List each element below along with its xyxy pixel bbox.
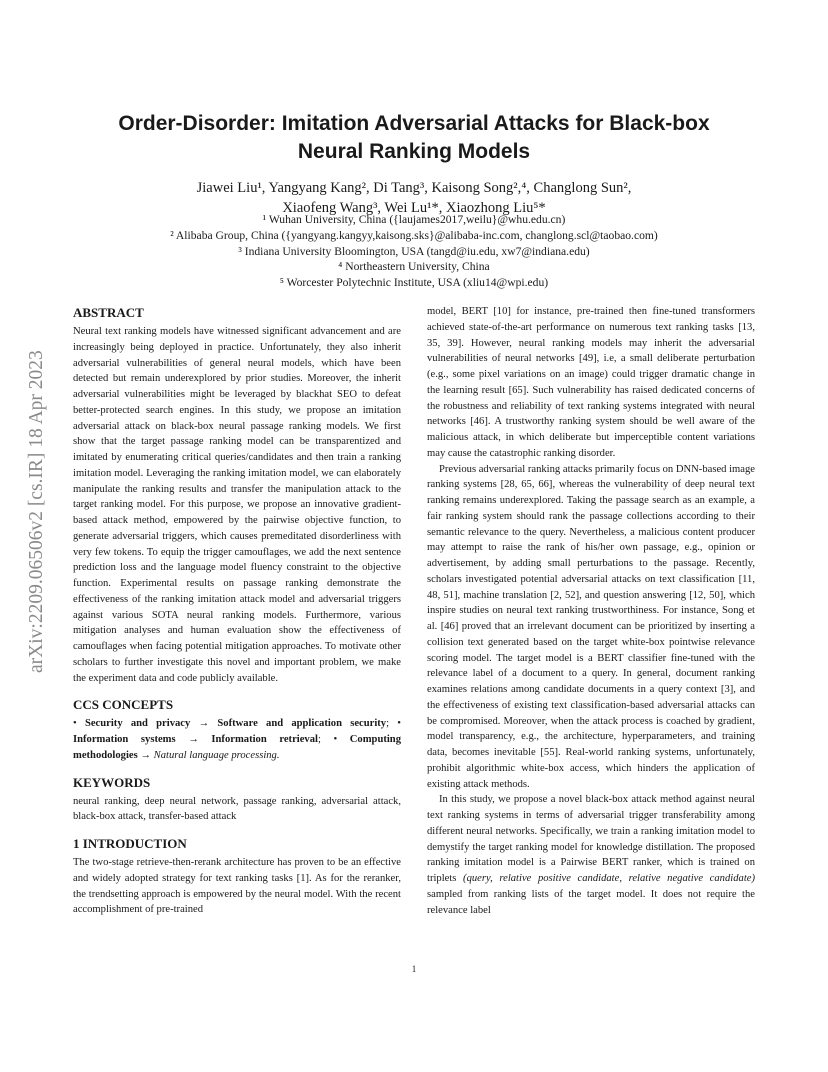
abstract-heading: ABSTRACT xyxy=(73,305,144,320)
affiliation-5: ⁵ Worcester Polytechnic Institute, USA (xliu14@wpi.edu) xyxy=(279,276,549,290)
affiliation-2: ² Alibaba Group, China ({yangyang.kangyy,kaisong.sks}@alibaba-inc.com, changlong.scl@taobao.com) xyxy=(170,228,658,242)
ccs-heading: CCS CONCEPTS xyxy=(73,697,174,713)
abstract-text: Neural text ranking models have witnessed significant advancement and are increasingly being deployed in practice. Unfortunately, they also inherit adversarial vulnerabilities of general neural models, which have been detected but remain underexplored by prior studies. Moreover, the inherit adversarial vulnerabilities might be leveraged by blackhat SEO to defeat better-protected search engines. In this study, we propose an imitation adversarial attack on black-box neural passage ranking models. We first show that the target passage ranking model can be transparentized and imitated by enumerating critical queries/candidates and then train a ranking imitation model. Leveraging the ranking imitation model, we can elaborately manipulate the ranking results and transfer the manipulation attack to the target ranking model. For this purpose, we propose an innovative gradient-based attack method, empowered by the pairwise objective function, to generate adversarial triggers, which causes premeditated disorderliness with very few tokens. To equip the trigger camouflages, we add the next sentence prediction loss and the language model fluency constraint to the objective function. Experimental results on passage ranking demonstrate the effectiveness of the ranking imitation attack model and adversarial triggers against various SOTA neural ranking models. Furthermore, various mitigation analyses and human evaluation show the effectiveness of camouflages when facing potential mitigation approaches. To motivate other scholars to further investigate this novel and important problem, we make the experiment data and code publicly available. xyxy=(73,326,401,684)
ccs-term-1b: Software and application security xyxy=(217,718,387,730)
intro-paragraph-1: The two-stage retrieve-then-rerank architecture has proven to be an effective and widely adopted strategy for text ranking tasks [1]. As for the reranker, the trendsetting approach is empowered by the neural model. With the recent accomplishment of pre-trained xyxy=(73,857,401,916)
ccs-term-2b: Information retrieval xyxy=(211,734,318,745)
intro-p3-start: In this study, we propose a novel black-box attack method against neural text ranking systems in terms of adversarial trigger transferability among different neural networks. Specifically, we train a ranking imitation model to demystify the target ranking model for knowledge distillation. The proposed ranking imitation model is a Pairwise BERT ranker, which is trained on triplets xyxy=(427,794,755,884)
ccs-term-2a: Information systems xyxy=(73,734,176,745)
authors-line-2: Xiaofeng Wang³, Wei Lu¹*, Xiaozhong Liu⁵* xyxy=(282,200,546,216)
title-line-1: Order-Disorder: Imitation Adversarial Attacks for Black-box xyxy=(118,112,710,135)
ccs-arrow-3: → xyxy=(140,749,151,761)
intro-p3-triplet: (query, relative positive candidate, relative negative candidate) xyxy=(463,873,755,884)
affiliation-3: ³ Indiana University Bloomington, USA (tangd@iu.edu, xw7@indiana.edu) xyxy=(238,244,590,258)
affiliation-4: ⁴ Northeastern University, China xyxy=(338,260,490,274)
arxiv-stamp-svg xyxy=(20,295,50,675)
keywords-text: neural ranking, deep neural network, passage ranking, adversarial attack, black-box attack, transfer-based attack xyxy=(73,795,401,823)
paper-title xyxy=(60,110,768,166)
ccs-term-1a: Security and privacy xyxy=(84,718,191,730)
intro-paragraph-3 xyxy=(427,792,755,918)
intro-p3-end: sampled from ranking lists of the target model. It does not require the relevance label xyxy=(427,888,755,916)
title-line-2: Neural Ranking Models xyxy=(297,140,531,163)
intro-paragraph-2: Previous adversarial ranking attacks primarily focus on DNN-based image ranking systems [28, 65, 66], whereas the vulnerability of deep neural text ranking remains underexplored. Taking the passage search as an example, a fair ranking system should rank the passage collections according to their semantic relevance to the query. Nevertheless, a malicious content producer may attempt to raise the rank of his/her own passage, e.g., opinion or advertisement, by adding small perturbations to the passage. Recently, scholars investigated potential adversarial attacks on text classification [11, 48, 51], machine translation [2, 52], and question answering [12, 50], which inspire studies on neural text ranking trustworthiness. For instance, Song et al. [46] proved that an irrelevant document can be prioritized by inserting a collision text generated based on the target white-box pointwise relevance scoring model. The target model is a BERT classifier fine-tuned with the relevance label of a document to a query. In general, document ranking examines relations among candidate documents in a query context [3], and the effectiveness of existing text classification-based adversarial attacks can be compromised. Moreover, when the attack process is coached by gradient, model transparency, e.g., the architecture, hyperparameters, and training data, becomes inevitable [55]. Real-world ranking systems, unfortunately, prohibit algorithmic white-box access, which hinders the application of existing attack methods. xyxy=(427,463,755,790)
ccs-concepts: • Security and privacy → Software and application security; • Information systems → Information retrieval; • Computing methodologies → Natural language processing. xyxy=(73,718,401,761)
intro-heading: 1 INTRODUCTION xyxy=(73,836,187,851)
ccs-term-3b: Natural language processing. xyxy=(153,749,280,761)
keywords-heading: KEYWORDS xyxy=(73,774,151,790)
ccs-arrow-1: → xyxy=(198,718,210,730)
affiliation-1: ¹ Wuhan University, China ({laujames2017,weilu}@whu.edu.cn) xyxy=(262,213,566,226)
left-column xyxy=(73,304,401,918)
page-number: 1 xyxy=(411,964,417,974)
right-column xyxy=(427,304,755,918)
intro-paragraph-1-cont: model, BERT [10] for instance, pre-trained then fine-tuned transformers achieved state-of-the-art performance on numerous text ranking tasks [13, 35, 39]. However, neural ranking models may inherit the adversarial vulnerabilities of neural networks [49], i.e, a small deliberate perturbation (e.g., some pixel variations on an image) could trigger dramatic change in the learning result [65]. Such vulnerability has raised dedicated concerns of the robustness and reliability of text ranking systems integrated with neural networks [46]. A trustworthy ranking system should be well aware of the malicious attack, in which deliberate but imperceptible content variations may cause the catastrophic ranking disorder. xyxy=(427,306,755,459)
ccs-arrow-2: → xyxy=(188,734,199,745)
affiliations xyxy=(80,212,748,291)
ccs-term-3a: Computing methodologies xyxy=(73,734,401,761)
authors-line-1: Jiawei Liu¹, Yangyang Kang², Di Tang³, Kaisong Song²,⁴, Changlong Sun², xyxy=(196,180,632,196)
arxiv-stamp-text: arXiv:2209.06506v2 [cs.IR] 18 Apr 2023 xyxy=(26,350,47,673)
arxiv-stamp xyxy=(20,295,50,675)
